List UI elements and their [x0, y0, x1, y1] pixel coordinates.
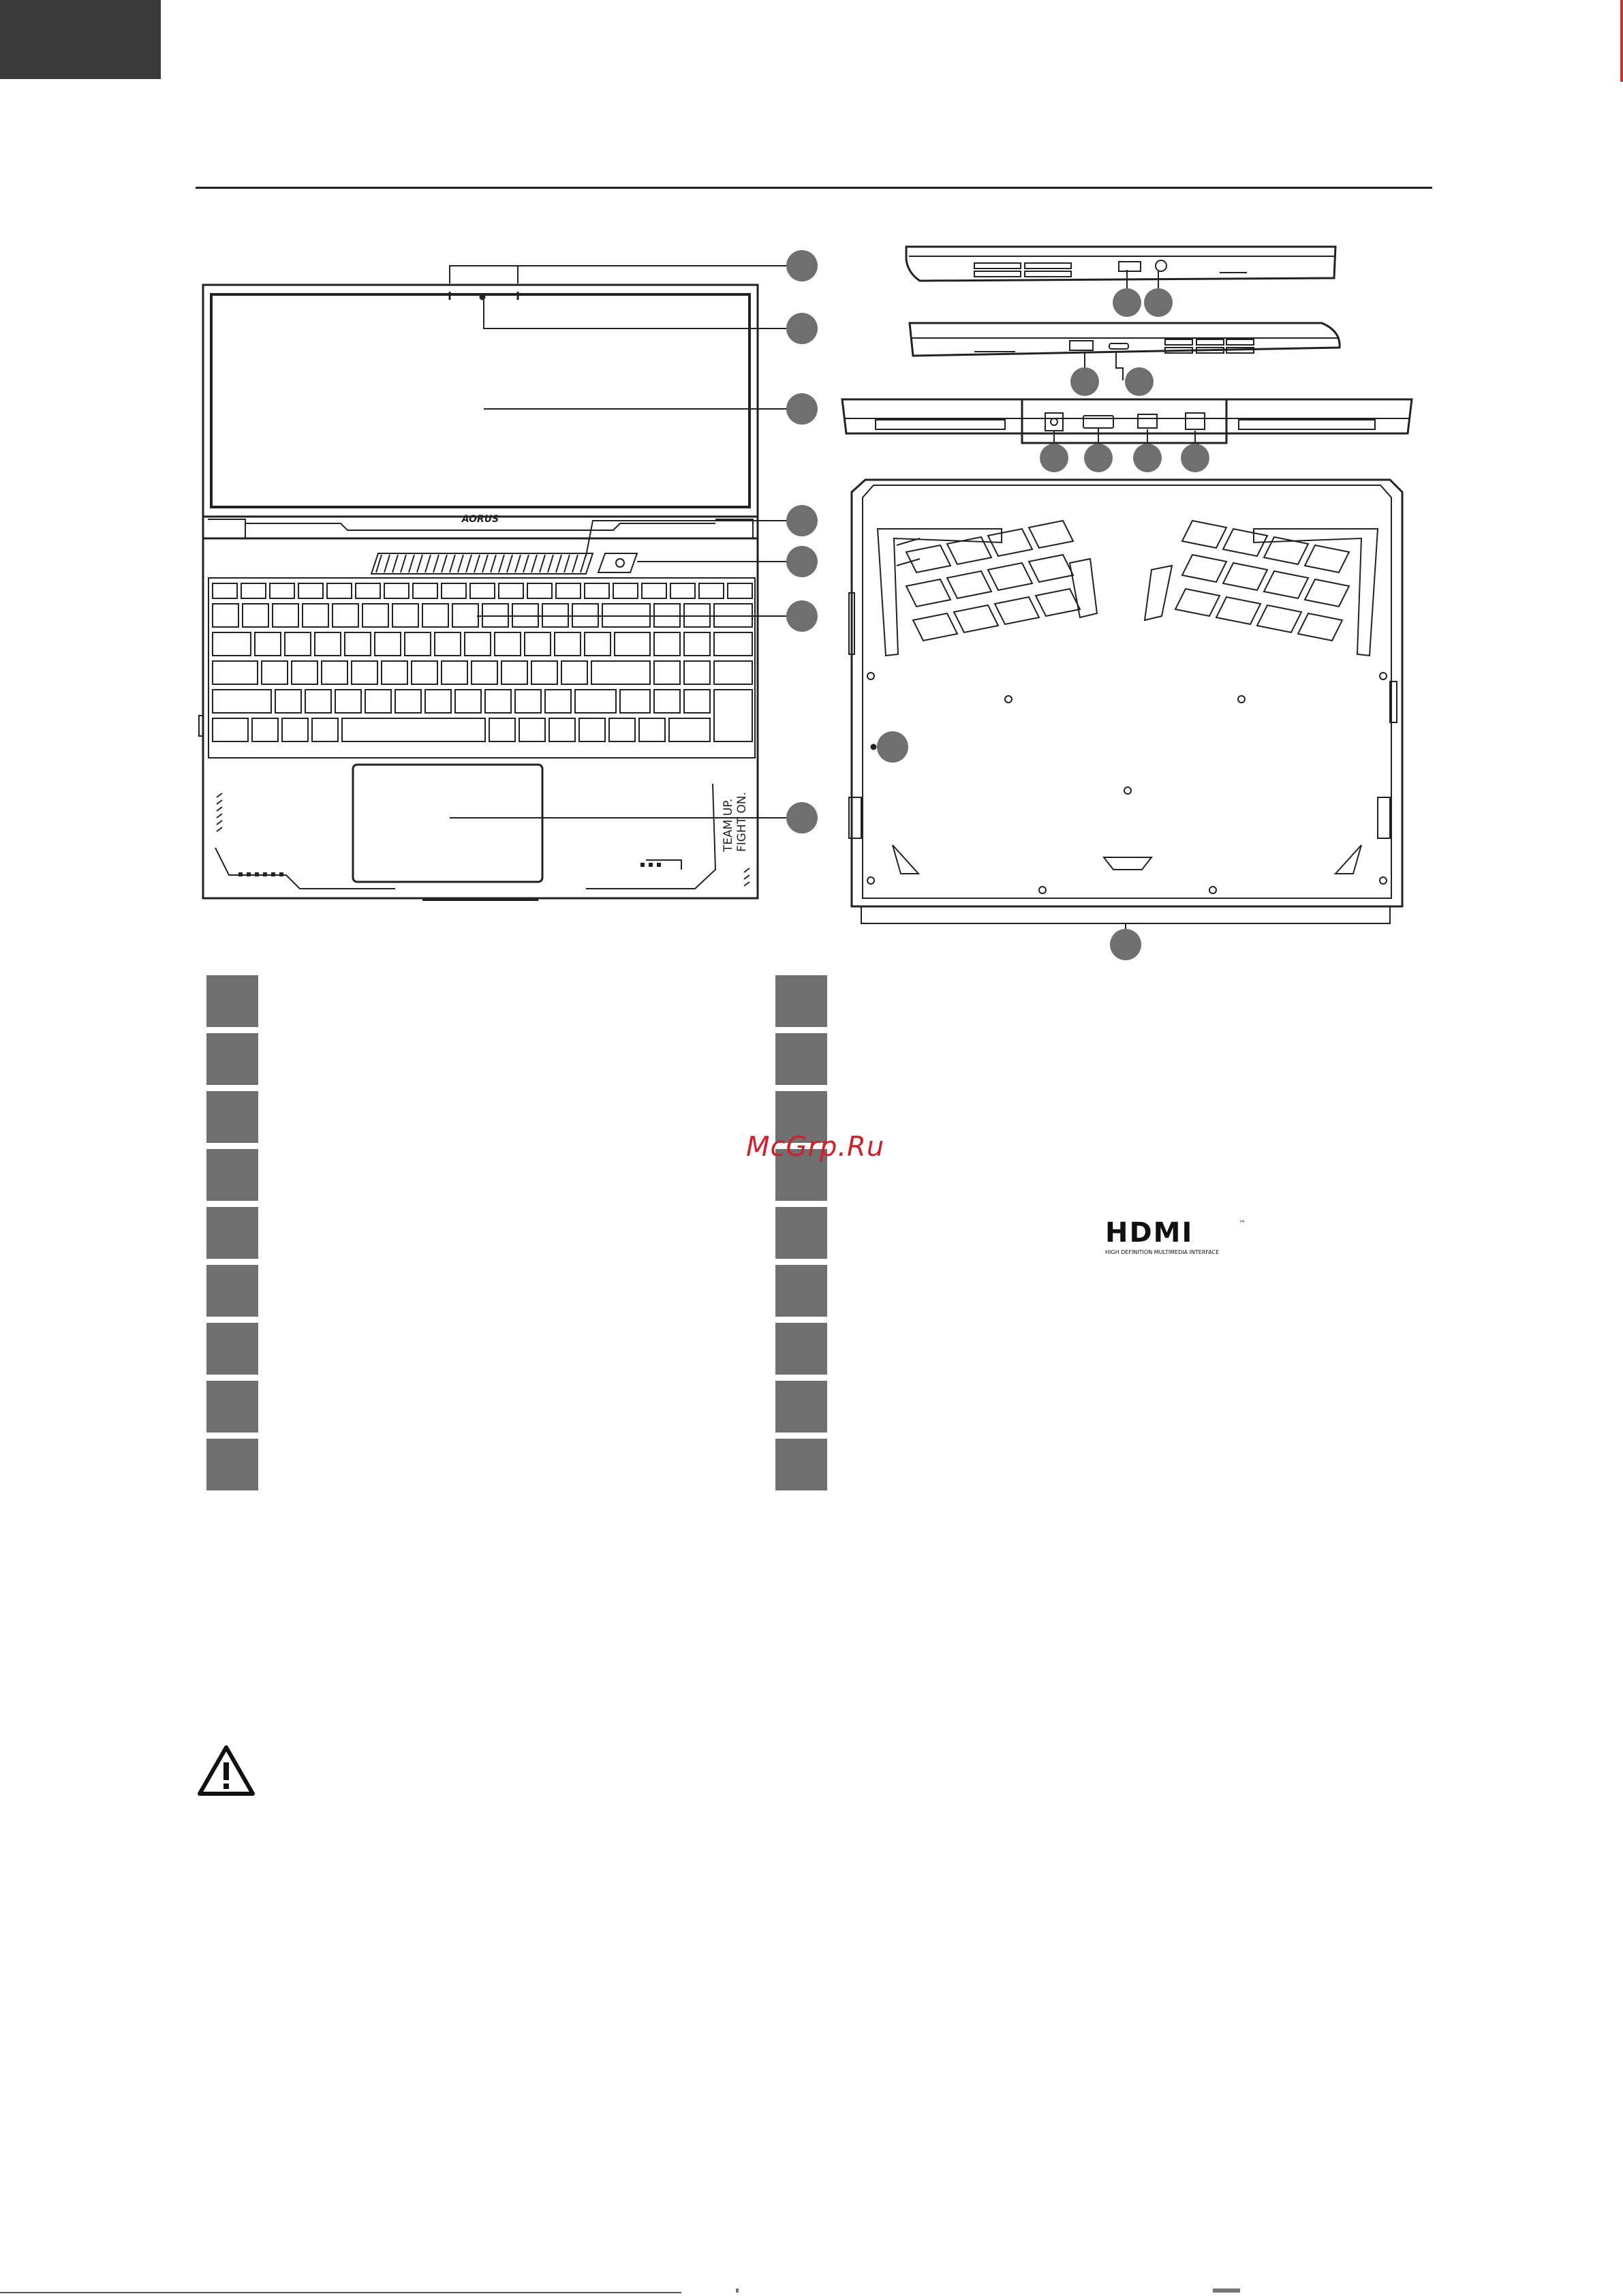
callout-12 [1040, 444, 1068, 472]
legend-box-right-7 [775, 1323, 827, 1375]
callout-5 [786, 546, 818, 577]
callout-17 [1110, 929, 1141, 960]
legend-box-left-7 [206, 1323, 258, 1375]
legend-box-left-1 [206, 975, 258, 1027]
legend-box-left-8 [206, 1381, 258, 1433]
legend-box-right-6 [775, 1265, 827, 1317]
laptop-rear-view [842, 399, 1412, 443]
callout-15 [1181, 444, 1209, 472]
callout-11 [1125, 367, 1154, 396]
brand-logo: AORUS [461, 514, 499, 525]
hdmi-wordmark: HDMI [1105, 1217, 1194, 1249]
callout-7 [786, 802, 818, 833]
footer-mark [1213, 2289, 1240, 2293]
legend-box-right-5 [775, 1207, 827, 1259]
hdmi-logo [1102, 1217, 1252, 1258]
hdmi-trademark: ™ [1239, 1220, 1246, 1227]
legend-box-right-2 [775, 1033, 827, 1085]
legend-box-right-1 [775, 975, 827, 1027]
callout-14 [1133, 444, 1162, 472]
laptop-right-side-view [910, 323, 1340, 356]
legend-box-left-5 [206, 1207, 258, 1259]
legend-box-left-9 [206, 1439, 258, 1490]
callout-4 [786, 505, 818, 536]
callout-9 [1144, 288, 1173, 317]
callout-16 [877, 731, 908, 763]
palmrest-slogan-line1: TEAM UP. [722, 798, 735, 852]
footer-mark [736, 2289, 739, 2293]
laptop-diagrams [0, 0, 1623, 981]
footer-rule [0, 2292, 681, 2293]
legend-box-right-9 [775, 1439, 827, 1490]
legend-box-left-2 [206, 1033, 258, 1085]
warning-icon [196, 1743, 257, 1798]
palmrest-slogan-line2: FIGHT ON. [735, 791, 749, 852]
callout-2 [786, 313, 818, 344]
watermark-text: McGrp.Ru [746, 1131, 885, 1163]
callout-13 [1084, 444, 1113, 472]
callout-1 [786, 250, 818, 281]
laptop-bottom-view [849, 480, 1402, 923]
legend-box-left-4 [206, 1149, 258, 1201]
laptop-left-side-view [906, 247, 1335, 281]
callout-10 [1070, 367, 1099, 396]
legend-box-left-3 [206, 1091, 258, 1143]
callout-6 [786, 600, 818, 632]
legend-box-right-8 [775, 1381, 827, 1433]
callout-3 [786, 393, 818, 425]
laptop-top-view [199, 285, 758, 901]
hdmi-tagline: HIGH DEFINITION MULTIMEDIA INTERFACE [1105, 1249, 1220, 1255]
callout-8 [1113, 288, 1141, 317]
legend-box-left-6 [206, 1265, 258, 1317]
